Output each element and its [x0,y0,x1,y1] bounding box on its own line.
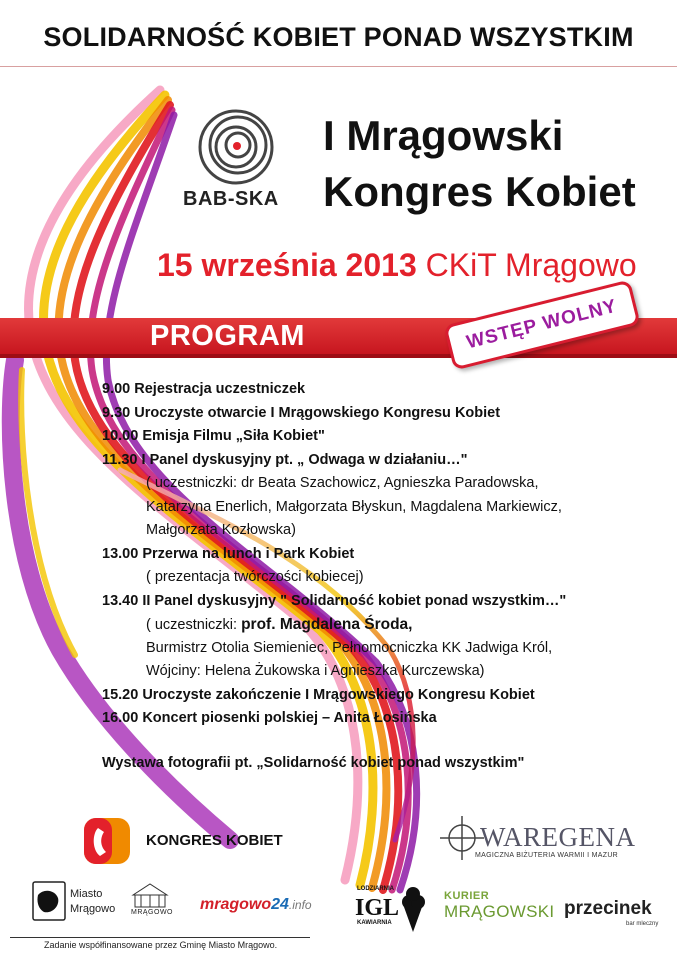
schedule-line: Katarzyna Enerlich, Małgorzata Błyskun, Magdalena Markiewicz, [146,498,562,515]
exhibition-line: Wystawa fotografii pt. „Solidarność kobiet ponad wszystkim" [102,754,525,771]
igl-top-label: LODZIARNIA [357,886,394,892]
schedule-line: 13.40 II Panel dyskusyjny " Solidarność kobiet ponad wszystkim…" [102,592,567,609]
congress-title-line2: Kongres Kobiet [323,168,636,215]
congress-title-line1: I Mrągowski [323,112,564,159]
kongres-kobiet-text: KONGRES KOBIET [146,832,283,849]
przecinek-subtitle: bar mleczny [626,921,659,927]
mragowo24-number: 24 [271,896,289,913]
schedule-line: Małgorzata Kozłowska) [146,522,296,538]
event-venue: CKiT Mrągowo [425,247,637,283]
kurier-label: KURIER [444,890,490,902]
mragowo-building-icon [133,884,167,907]
schedule-line: 13.00 Przerwa na lunch i Park Kobiet [102,545,355,562]
schedule-line: 15.20 Uroczyste zakończenie I Mrągowskiego Kongresu Kobiet [102,686,535,703]
miasto-mragowo-text [70,887,115,917]
igl-bottom-label: KAWIARNIA [357,920,392,926]
schedule-line: 16.00 Koncert piosenki polskiej – Anita Łosińska [102,710,437,726]
mragowo-building-caption: MRĄGOWO [131,909,173,916]
waregena-subtitle: MAGICZNA BIŻUTERIA WARMII I MAZUR [475,852,619,859]
kongres-kobiet-logo-icon [84,818,130,864]
footer-divider [10,937,310,938]
schedule-line: 9.00 Rejestracja uczestniczek [102,381,306,397]
schedule-line: Burmistrz Otolia Siemieniec, Pełnomocniczka KK Jadwiga Król, [146,639,553,656]
schedule-participants-intro: ( uczestniczki: [146,617,242,633]
miasto-label: Miasto [70,888,103,900]
organizer-name: BAB-SKA [183,188,279,210]
schedule-line: 9.30 Uroczyste otwarcie I Mrągowskiego Kongresu Kobiet [102,404,501,421]
miasto-mragowo-crest-icon [33,882,65,920]
header-title: SOLIDARNOŚĆ KOBIET PONAD WSZYSTKIM [43,22,634,52]
mragowo24-ext: .info [288,898,312,912]
przecinek-logo: przecinek [564,898,652,919]
footer-note: Zadanie współfinansowane przez Gminę Miasto Mrągowo. [44,940,278,950]
waregena-text: WAREGENA [480,822,636,852]
program-label: PROGRAM [150,320,305,352]
mragowo24-logo [200,896,312,914]
schedule-line: 10.00 Emisja Filmu „Siła Kobiet" [102,428,325,444]
free-entry-badge: WSTĘP WOLNY [443,279,640,370]
schedule-line: ( uczestniczki: dr Beata Szachowicz, Agnieszka Paradowska, [146,475,539,491]
igl-ice-cream-icon [402,887,425,932]
kurier-mragowski-label: MRĄGOWSKI [444,902,555,921]
mragowo24-main: mragowo [200,896,272,913]
schedule-line: 11.30 I Panel dyskusyjny pt. „ Odwaga w działaniu…" [102,451,468,468]
schedule-line: Wójciny: Helena Żukowska i Agnieszka Kurczewska) [146,663,485,679]
mragowo-label: Mrągowo [70,903,116,915]
igl-logo-text: IGL [355,895,400,921]
schedule-highlight-guest: prof. Magdalena Środa, [241,616,413,633]
event-date: 15 września 2013 [157,247,417,283]
schedule-line: ( prezentacja twórczości kobiecej) [146,569,364,585]
